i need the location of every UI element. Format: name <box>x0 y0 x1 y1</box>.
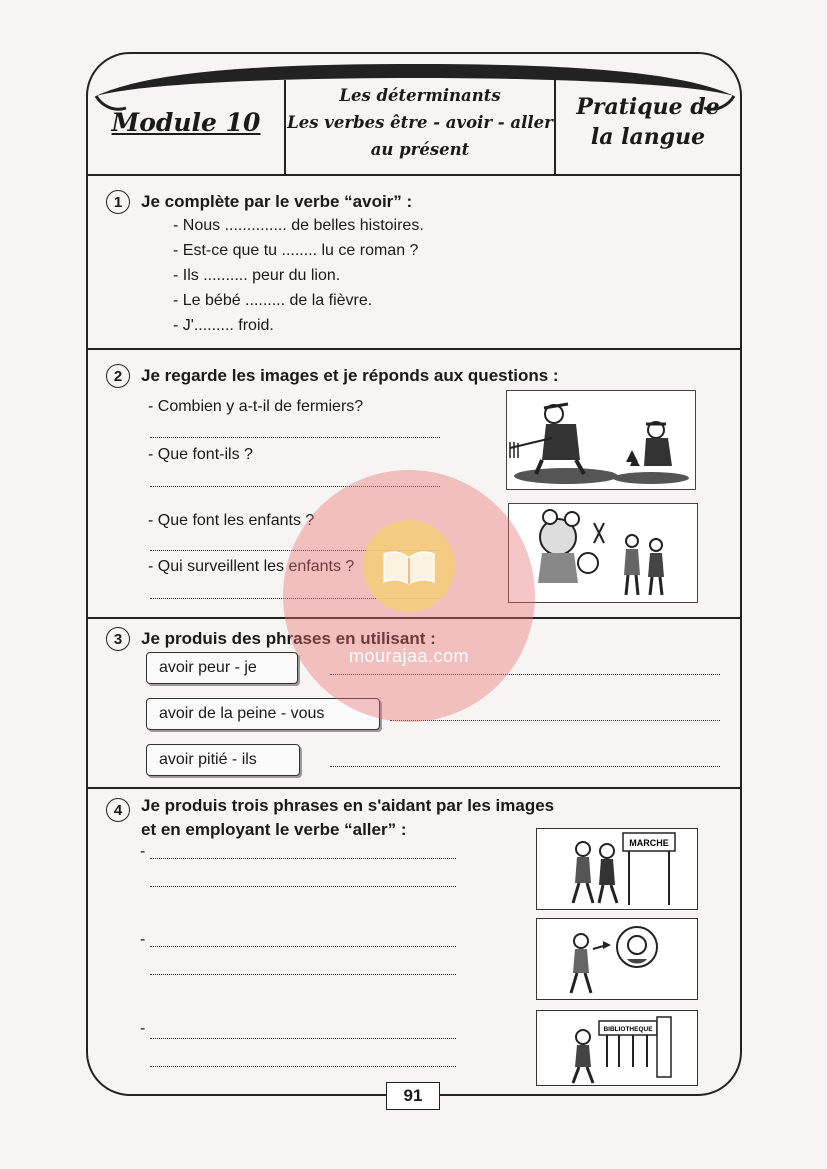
farmers-image <box>506 390 696 490</box>
exercise-number: 2 <box>106 364 130 388</box>
prompt-box: avoir peur - je <box>146 652 298 684</box>
doctor-image <box>536 918 698 1000</box>
exercise-number: 1 <box>106 190 130 214</box>
module-title: Module 10 <box>111 107 261 137</box>
watermark-text: mourajaa.com <box>348 646 470 666</box>
topic-line: Les verbes être - avoir - aller <box>287 112 553 132</box>
prompt-box: avoir pitié - ils <box>146 744 300 776</box>
answer-line[interactable] <box>150 858 456 859</box>
exercise-number: 4 <box>106 798 130 822</box>
market-drawing <box>537 829 697 909</box>
market-sign-text: MARCHE <box>629 838 669 848</box>
fill-in-item: - J'......... froid. <box>173 317 274 334</box>
answer-line[interactable] <box>150 886 456 887</box>
answer-line[interactable] <box>330 766 720 767</box>
answer-line[interactable] <box>390 720 720 721</box>
section-divider <box>88 787 740 789</box>
exercise-title: Je complète par le verbe “avoir” : <box>141 192 413 211</box>
fill-in-item: - Le bébé ......... de la fièvre. <box>173 292 373 309</box>
doctor-drawing <box>537 919 697 999</box>
exercise-title: et en employant le verbe “aller” : <box>141 820 407 839</box>
fill-in-item: - Nous .............. de belles histoires. <box>173 217 424 234</box>
library-sign-text: BIBLIOTHEQUE <box>603 1026 653 1033</box>
prompt-box: avoir de la peine - vous <box>146 698 380 730</box>
library-image <box>536 1010 698 1086</box>
answer-line[interactable] <box>150 974 456 975</box>
children-image <box>508 503 698 603</box>
fill-in-item: - Ils .......... peur du lion. <box>173 267 341 284</box>
page-number: 91 <box>386 1082 440 1110</box>
question: - Que font-ils ? <box>148 446 253 463</box>
section-divider <box>88 348 740 350</box>
exercise-title: Je regarde les images et je réponds aux questions : <box>141 366 559 385</box>
market-image <box>536 828 698 910</box>
question: - Qui surveillent les enfants ? <box>148 558 355 575</box>
book-icon <box>380 546 438 586</box>
dash: - <box>140 931 146 948</box>
section-title: la langue <box>590 124 706 150</box>
section-cell <box>556 70 740 174</box>
topic-line: Les déterminants <box>339 85 501 105</box>
header <box>88 70 740 176</box>
exercise-number: 3 <box>106 627 130 651</box>
section-title: Pratique de <box>576 94 720 120</box>
answer-line[interactable] <box>150 1038 456 1039</box>
exercise-title: Je produis trois phrases en s'aidant par les images <box>141 796 555 815</box>
topic-cell <box>286 70 554 174</box>
dash: - <box>140 843 146 860</box>
fill-in-item: - Est-ce que tu ........ lu ce roman ? <box>173 242 419 259</box>
answer-line[interactable] <box>150 437 440 438</box>
exercise-title: Je produis des phrases en utilisant : <box>141 629 436 648</box>
question: - Que font les enfants ? <box>148 512 315 529</box>
topic-line: au présent <box>370 139 470 159</box>
answer-line[interactable] <box>150 1066 456 1067</box>
dash: - <box>140 1020 146 1037</box>
answer-line[interactable] <box>150 946 456 947</box>
library-drawing <box>537 1011 697 1085</box>
module-cell <box>88 70 284 174</box>
watermark-book-icon <box>363 520 455 612</box>
question: - Combien y a-t-il de fermiers? <box>148 398 364 415</box>
